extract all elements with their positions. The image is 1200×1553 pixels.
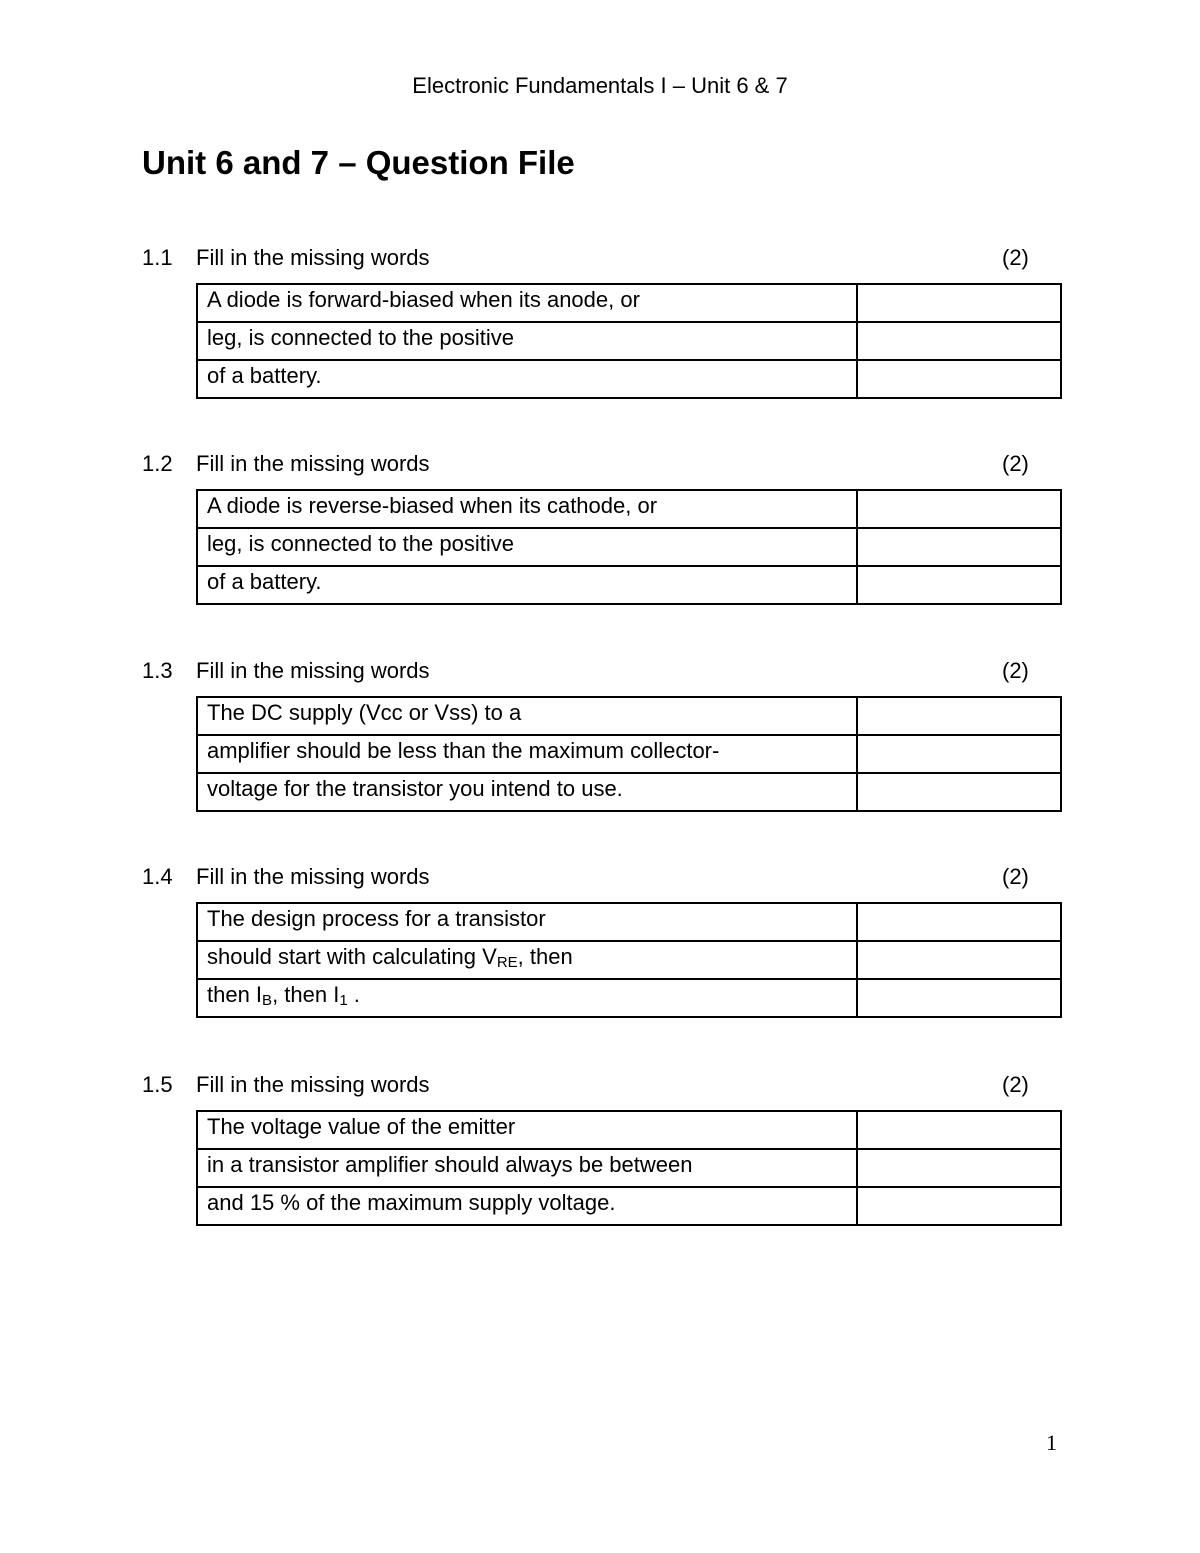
question-1-3 <box>0 656 1200 801</box>
page-number: 1 <box>1046 1430 1057 1455</box>
table-row <box>197 697 1061 735</box>
sentence-cell: The voltage value of the emitter <box>197 1111 857 1149</box>
sentence-cell: A diode is reverse-biased when its cathode, or <box>197 490 857 528</box>
answer-cell[interactable] <box>857 773 1061 811</box>
fill-in-table <box>196 696 1062 812</box>
table-row <box>197 903 1061 941</box>
answer-cell[interactable] <box>857 528 1061 566</box>
question-number: 1.1 <box>142 245 173 270</box>
sentence-cell: leg, is connected to the positive <box>197 322 857 360</box>
fill-in-table <box>196 902 1062 1018</box>
question-marks: (2) <box>1002 245 1029 270</box>
question-1-1 <box>0 243 1200 388</box>
subscript-b: B <box>262 992 273 1009</box>
question-instruction: Fill in the missing words <box>196 864 430 889</box>
sentence-text: should start with calculating V <box>207 944 497 969</box>
answer-cell[interactable] <box>857 284 1061 322</box>
sentence-cell <box>197 941 857 979</box>
table-row <box>197 773 1061 811</box>
table-row <box>197 490 1061 528</box>
question-instruction: Fill in the missing words <box>196 245 430 270</box>
sentence-cell: of a battery. <box>197 566 857 604</box>
table-row <box>197 284 1061 322</box>
question-header <box>0 449 1200 479</box>
question-marks: (2) <box>1002 451 1029 476</box>
table-row <box>197 941 1061 979</box>
answer-cell[interactable] <box>857 490 1061 528</box>
question-header <box>0 656 1200 686</box>
question-header <box>0 243 1200 273</box>
sentence-text: , then <box>517 944 573 969</box>
question-marks: (2) <box>1002 864 1029 889</box>
question-header <box>0 862 1200 892</box>
sentence-text: , then I <box>272 982 340 1007</box>
sentence-text: then I <box>207 982 263 1007</box>
question-marks: (2) <box>1002 1072 1029 1097</box>
table-row <box>197 360 1061 398</box>
sentence-cell: and 15 % of the maximum supply voltage. <box>197 1187 857 1225</box>
answer-cell[interactable] <box>857 566 1061 604</box>
sentence-cell: amplifier should be less than the maximum collector- <box>197 735 857 773</box>
sentence-cell: The design process for a transistor <box>197 903 857 941</box>
answer-cell[interactable] <box>857 903 1061 941</box>
question-number: 1.4 <box>142 864 173 889</box>
sentence-cell: The DC supply (Vcc or Vss) to a <box>197 697 857 735</box>
question-1-5 <box>0 1070 1200 1215</box>
fill-in-table <box>196 489 1062 605</box>
sentence-text: . <box>347 982 360 1007</box>
running-header: Electronic Fundamentals I – Unit 6 & 7 <box>412 73 788 98</box>
table-row <box>197 1111 1061 1149</box>
question-marks: (2) <box>1002 658 1029 683</box>
fill-in-table <box>196 1110 1062 1226</box>
question-instruction: Fill in the missing words <box>196 451 430 476</box>
answer-cell[interactable] <box>857 697 1061 735</box>
sentence-cell: leg, is connected to the positive <box>197 528 857 566</box>
sentence-cell: in a transistor amplifier should always be between <box>197 1149 857 1187</box>
table-row <box>197 979 1061 1017</box>
answer-cell[interactable] <box>857 1187 1061 1225</box>
answer-cell[interactable] <box>857 979 1061 1017</box>
table-row <box>197 1149 1061 1187</box>
table-row <box>197 1187 1061 1225</box>
table-row <box>197 566 1061 604</box>
table-row <box>197 735 1061 773</box>
sentence-cell: A diode is forward-biased when its anode, or <box>197 284 857 322</box>
answer-cell[interactable] <box>857 1149 1061 1187</box>
table-row <box>197 322 1061 360</box>
document-title: Unit 6 and 7 – Question File <box>142 144 575 181</box>
question-1-2 <box>0 449 1200 594</box>
answer-cell[interactable] <box>857 735 1061 773</box>
answer-cell[interactable] <box>857 360 1061 398</box>
sentence-cell: of a battery. <box>197 360 857 398</box>
sentence-cell: voltage for the transistor you intend to use. <box>197 773 857 811</box>
question-instruction: Fill in the missing words <box>196 658 430 683</box>
question-number: 1.2 <box>142 451 173 476</box>
subscript-re: RE <box>496 954 518 971</box>
question-number: 1.5 <box>142 1072 173 1097</box>
subscript-1: 1 <box>339 992 348 1009</box>
table-row <box>197 528 1061 566</box>
question-1-4 <box>0 862 1200 1009</box>
sentence-cell <box>197 979 857 1017</box>
answer-cell[interactable] <box>857 1111 1061 1149</box>
answer-cell[interactable] <box>857 322 1061 360</box>
answer-cell[interactable] <box>857 941 1061 979</box>
question-header <box>0 1070 1200 1100</box>
fill-in-table <box>196 283 1062 399</box>
question-number: 1.3 <box>142 658 173 683</box>
question-instruction: Fill in the missing words <box>196 1072 430 1097</box>
